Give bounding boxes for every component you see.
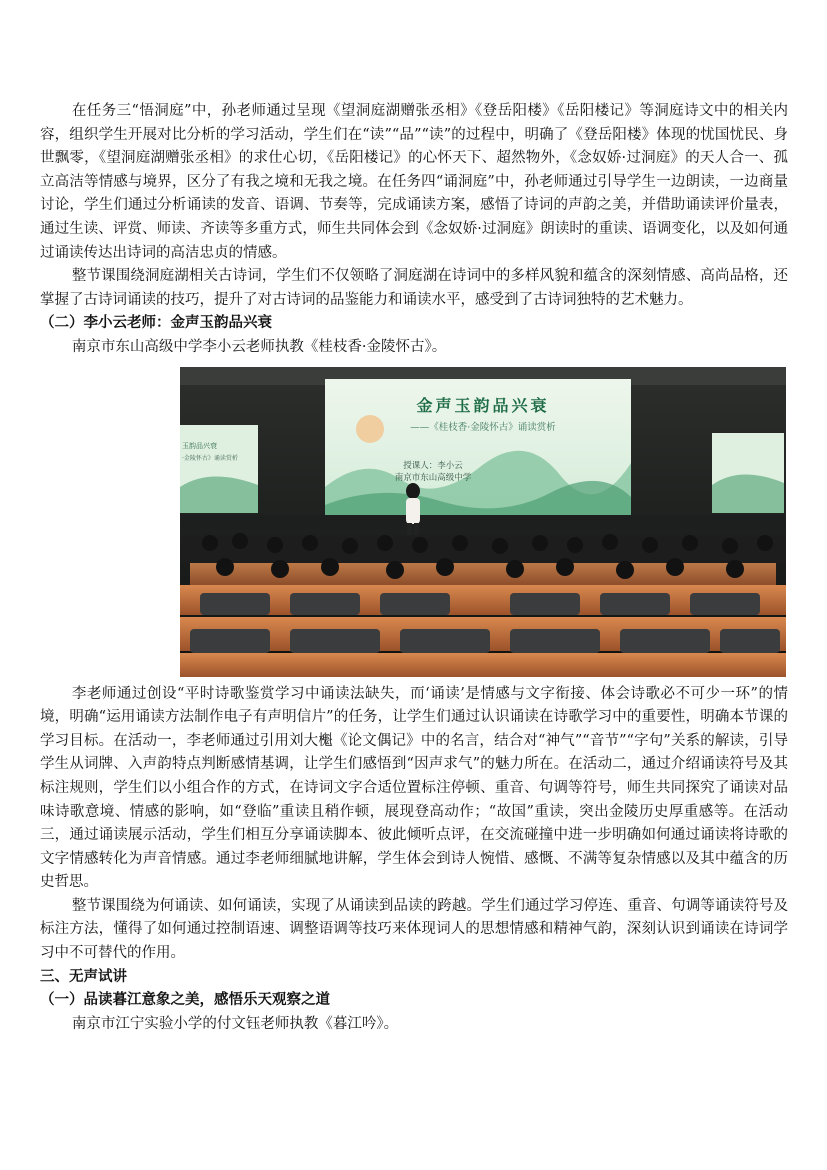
side-screen-sub: ·金陵怀古》诵读赏析	[182, 454, 238, 462]
paragraph-task3: 在任务三“悟洞庭”中，孙老师通过呈现《望洞庭湖赠张丞相》《登岳阳楼》《岳阳楼记》等洞庭诗文中的相关内容，组织学生开展对比分析的学习活动，学生们在“读”“品”“读”的过程中，明确了《登岳阳楼》体现的忧国忧民、身世飘零，《望洞庭湖赠张丞相》的求仕心切，《岳阳楼记》的心怀天下、超然物外，《念奴娇·过洞庭》的天人合一、孤立高洁等情感与境界，区分了有我之境和无我之境。在任务四“诵洞庭”中，孙老师通过引导学生一边朗读，一边商量讨论，学生们通过分析诵读的发音、语调、节奏等，完成诵读方案，感悟了诗词的声韵之美，并借助诵读评价量表，通过生读、评赏、师读、齐读等多重方式，师生共同体会到《念奴娇·过洞庭》朗读时的重读、语调变化，以及如何通过诵读传达出诗词的高洁忠贞的情感。	[40, 103, 788, 261]
slide-subtitle: ——《桂枝香·金陵怀古》诵读赏析	[410, 421, 556, 433]
section-heading-li: （二）李小云老师：金声玉韵品兴衰	[40, 315, 272, 332]
paragraph-fu-intro: 南京市江宁实验小学的付文钰老师执教《暮江吟》。	[71, 1015, 399, 1032]
slide-title: 金声玉韵品兴衰	[416, 395, 550, 415]
paragraph-li-intro: 南京市东山高级中学李小云老师执教《桂枝香·金陵怀古》。	[71, 338, 447, 355]
slide-school: 南京市东山高级中学	[394, 472, 472, 483]
article-body	[40, 100, 788, 1036]
section-heading-silent-lecture: 三、无声试讲	[40, 968, 127, 985]
paragraph-summary-2: 整节课围绕为何诵读、如何诵读，实现了从诵读到品读的跨越。学生们通过学习停连、重音、句调等诵读符号及标注方法，懂得了如何通过控制语速、调整语调等技巧来体现词人的思想情感和精神气韵，深刻认识到诵读在诗词学习中不可替代的作用。	[40, 897, 788, 962]
classroom-photo	[180, 367, 786, 677]
paragraph-summary-1: 整节课围绕洞庭湖相关古诗词，学生们不仅领略了洞庭湖在诗词中的多样风貌和蕴含的深刻情感、高尚品格，还掌握了古诗词诵读的技巧，提升了对古诗词的品鉴能力和诵读水平，感受到了古诗词独特的艺术魅力。	[40, 268, 788, 308]
side-screen-title: 玉韵品兴衰	[182, 441, 217, 450]
slide-teacher: 授课人：李小云	[403, 460, 463, 471]
auditorium-seats	[180, 533, 786, 677]
section-heading-mujiangyin: （一）品读暮江意象之美，感悟乐天观察之道	[40, 992, 330, 1009]
paragraph-li-activities: 李老师通过创设“平时诗歌鉴赏学习中诵读法缺失，而‘诵读’是情感与文字衔接、体会诗歌必不可少一环”的情境，明确“运用诵读方法制作电子有声明信片”的任务，让学生们通过认识诵读在诗歌学习中的重要性，明确本节课的学习目标。在活动一，李老师通过引用刘大櫆《论文偶记》中的名言，结合对“神气”“音节”“字句”关系的解读，引导学生从词牌、入声韵特点判断感情基调，让学生们感悟到“因声求气”的魅力所在。在活动二，通过介绍诵读符号及其标注规则，学生们以小组合作的方式，在诗词文字合适位置标注停顿、重音、句调等符号，师生共同探究了诵读对品味诗歌意境、情感的影响，如“登临”重读且稍作顿，展现登高动作；“故国”重读，突出金陵历史厚重感等。在活动三，通过诵读展示活动，学生们相互分享诵读脚本、彼此倾听点评，在交流碰撞中进一步明确如何通过诵读将诗歌的文字情感转化为声音情感。通过李老师细腻地讲解，学生体会到诗人惋惜、感慨、不满等复杂情感以及其中蕴含的历史哲思。	[40, 685, 788, 891]
